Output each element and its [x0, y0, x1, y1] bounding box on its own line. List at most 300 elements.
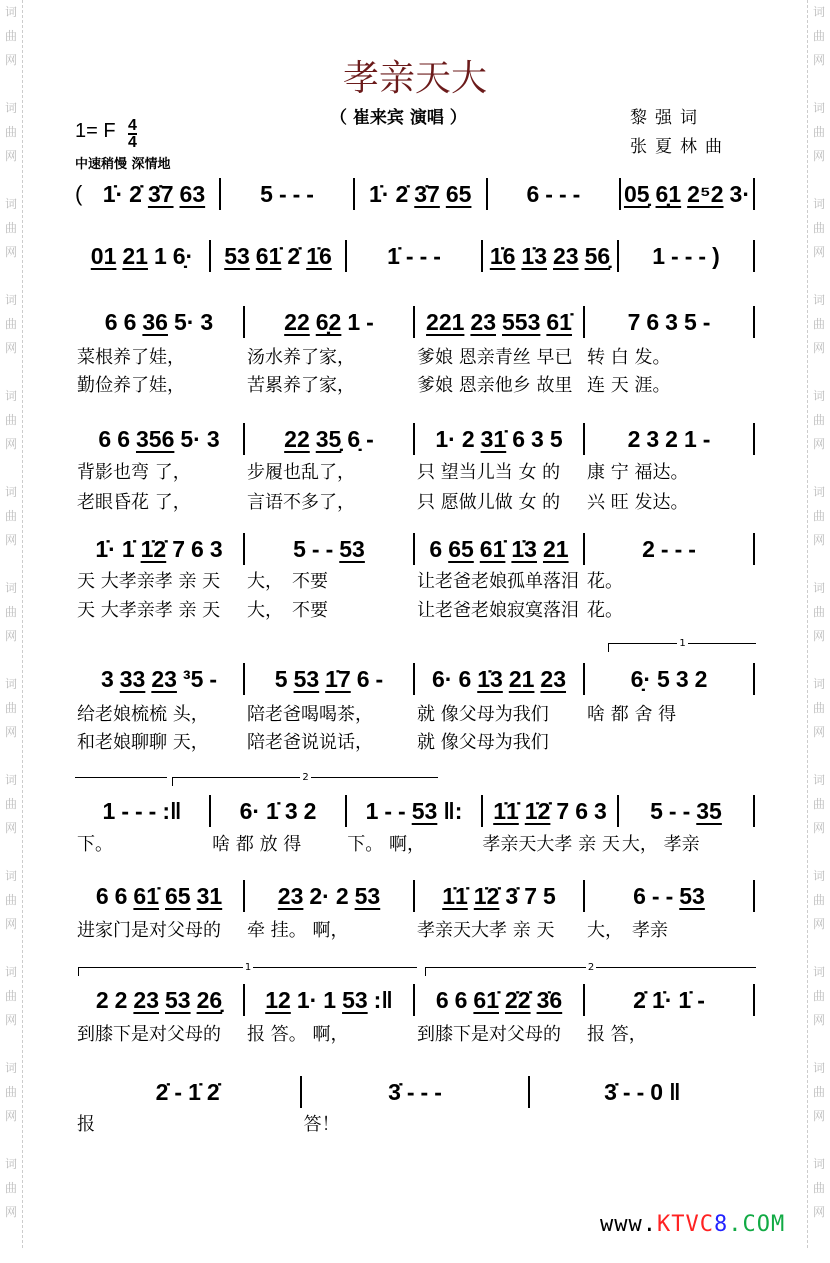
note: 3· — [729, 181, 750, 207]
note: 3̇ — [388, 1079, 401, 1105]
time-signature — [128, 118, 137, 150]
note: 2 — [694, 666, 708, 692]
lyric-segment — [528, 1110, 755, 1136]
note: 3̇ — [604, 1079, 617, 1105]
lyric-segment: 背影也弯 了， — [77, 462, 191, 483]
lyric-segment: 啥 都 舍 得 — [587, 704, 677, 725]
note: 53 — [224, 243, 250, 269]
lyrics-verse-1 — [75, 343, 755, 369]
note: 23 — [553, 243, 579, 269]
measure — [221, 178, 354, 210]
lyric-segment: 菜根养了娃， — [77, 347, 185, 368]
measure — [585, 663, 755, 695]
lyric-segment: 给老娘梳梳 头， — [77, 704, 209, 725]
measure — [75, 1076, 302, 1108]
note: 3̇7 — [414, 181, 440, 207]
measure — [483, 240, 619, 272]
notation-line — [75, 178, 755, 210]
lyric-segment: 天 大孝亲孝 亲 天 — [77, 600, 221, 621]
measure — [88, 178, 221, 210]
note: 36 — [142, 309, 168, 335]
measure — [75, 240, 211, 272]
note: 3̇7 — [147, 181, 174, 207]
note: 1̇· — [369, 181, 390, 207]
note: 33 — [119, 666, 146, 692]
measure — [619, 240, 755, 272]
note: - — [209, 666, 218, 692]
note: 1̇6 — [489, 243, 516, 269]
note: 1̇3 — [477, 666, 503, 692]
note: 6 — [646, 309, 660, 335]
lyric-segment: 花。 — [587, 571, 623, 592]
note: 3 — [593, 798, 607, 824]
logo-c: C — [699, 1212, 714, 1237]
lyric-segment: 陪老爸说说话， — [247, 732, 373, 753]
note: 21 — [122, 243, 148, 269]
note: - — [682, 798, 691, 824]
note: 2̇ — [155, 1079, 169, 1105]
lyric-segment: 孝亲天大孝 亲 天 — [482, 834, 620, 855]
lyrics-verse-1 — [75, 916, 755, 942]
lyric-segment: 报 答， — [587, 1024, 647, 1045]
note: 53 — [679, 883, 705, 909]
lyric-segment: 就 像父母为我们 — [417, 732, 549, 753]
note: 6 — [526, 181, 540, 207]
note: 53 — [339, 536, 365, 562]
note: 65 — [448, 536, 474, 562]
notation-line — [75, 1076, 755, 1108]
note: 6̣2 — [315, 309, 342, 335]
note: - — [636, 1079, 645, 1105]
note: - — [406, 1079, 415, 1105]
note: 6 — [458, 666, 472, 692]
note: 61̇ — [473, 987, 499, 1013]
note: 61̇ — [479, 536, 506, 562]
lyric-segment: 报 答。 啊， — [247, 1024, 349, 1045]
note: 6 — [98, 426, 112, 452]
note: - — [325, 536, 334, 562]
notation-line — [75, 423, 755, 455]
note: - — [434, 1079, 442, 1105]
note: 3 — [646, 426, 660, 452]
note: 5· — [180, 426, 201, 452]
time-bottom: 4 — [128, 134, 137, 151]
lyrics-verse-2 — [75, 596, 755, 622]
note: 3 — [100, 666, 114, 692]
note: 1̇ — [188, 1079, 201, 1105]
note: 1̇1̇ — [442, 883, 468, 909]
note: - — [375, 666, 384, 692]
note: 6 — [114, 883, 128, 909]
note: 6̣· — [172, 243, 194, 269]
measure — [530, 1076, 755, 1108]
note: 21 — [508, 666, 535, 692]
lyric-segment: 兴 旺 发达。 — [587, 492, 689, 513]
note: 53 — [165, 987, 191, 1013]
note: 2 — [627, 426, 641, 452]
lyric-segment: 报 — [77, 1114, 95, 1135]
note: 7 — [172, 536, 186, 562]
note: - — [702, 309, 711, 335]
note: 5 — [293, 536, 306, 562]
lyricist: 黎强词 — [630, 108, 705, 128]
measure — [75, 795, 211, 827]
note: 65 — [445, 181, 472, 207]
volta-label: 2 — [587, 962, 595, 973]
note: - — [572, 181, 581, 207]
note: 2̇ — [129, 181, 142, 207]
note: - — [545, 181, 553, 207]
note: 2⁵2 — [687, 181, 724, 207]
note: 1 — [365, 798, 379, 824]
measure — [211, 795, 347, 827]
note: 1̇ — [121, 536, 135, 562]
note: 7 — [627, 309, 641, 335]
note: 23 — [133, 987, 159, 1013]
note: 3̇6 — [536, 987, 563, 1013]
lyric-segment — [585, 728, 755, 754]
note: - — [665, 883, 674, 909]
note: 1· — [435, 426, 456, 452]
note: - — [419, 243, 428, 269]
note: 221 — [426, 309, 465, 335]
note: 5 — [260, 181, 273, 207]
note: - — [660, 536, 669, 562]
notation-line — [75, 533, 755, 565]
note: - — [671, 243, 679, 269]
lyric-segment: 天 大孝亲孝 亲 天 — [77, 571, 221, 592]
lyric-segment: 大， 不要 — [247, 571, 328, 592]
lyric-segment: 和老娘聊聊 天， — [77, 732, 209, 753]
measure — [585, 306, 755, 338]
lyric-segment: 孝亲天大孝 亲 天 — [417, 920, 555, 941]
measure — [75, 423, 245, 455]
note: - — [292, 181, 301, 207]
note: 53 — [293, 666, 320, 692]
note: 6̣ — [347, 426, 361, 452]
notation-line — [75, 880, 755, 912]
measure — [619, 795, 755, 827]
note: 0 — [650, 1079, 664, 1105]
note: 6· — [239, 798, 261, 824]
note: 2 — [665, 426, 678, 452]
lyric-segment: 汤水养了家， — [247, 347, 355, 368]
lyric-segment: 花。 — [587, 600, 623, 621]
note: 5 — [542, 883, 556, 909]
watermark-right: 词 曲 网 词 曲 网 词 曲 网 词 曲 网 词 曲 网 词 曲 网 词 曲 网 词 曲 网 词 曲 网 词 曲 网 词 曲 网 词 曲 网 词 曲 网 — [807, 0, 830, 1248]
note: 6 — [356, 666, 370, 692]
note: - — [135, 798, 143, 824]
note: 2· — [309, 883, 330, 909]
note: ‖: — [443, 798, 463, 824]
lyrics-verse-1 — [75, 700, 755, 726]
measure — [75, 880, 245, 912]
note: - — [558, 181, 567, 207]
note: - — [306, 181, 314, 207]
note: 1̇1̇ — [493, 798, 519, 824]
tempo-marking: 中速稍慢 深情地 — [75, 157, 171, 172]
note: ) — [712, 243, 720, 269]
note: 56̣ — [584, 243, 611, 269]
note: - — [651, 883, 660, 909]
note: 1̇2̇ — [473, 883, 500, 909]
lyric-segment: 勤俭养了娃， — [77, 375, 185, 396]
note: 6 — [95, 883, 109, 909]
lyrics-verse-1 — [75, 830, 755, 856]
logo-com: .COM — [728, 1212, 786, 1237]
note: 31 — [196, 883, 223, 909]
note: 356 — [135, 426, 175, 452]
note: 5 — [657, 666, 670, 692]
note: 2̇ — [633, 987, 646, 1013]
note: 3 — [200, 309, 214, 335]
lyrics-verse-1 — [75, 1110, 755, 1136]
note: - — [668, 798, 677, 824]
measure — [585, 880, 755, 912]
measure — [621, 178, 755, 210]
volta-1 — [608, 638, 756, 652]
lyrics-verse-2 — [75, 488, 755, 514]
lyric-segment: 让老爸老娘孤单落泪 — [417, 571, 579, 592]
note: 63 — [179, 181, 206, 207]
note: 22 — [284, 426, 310, 452]
lyric-segment: 只 望当儿当 女 的 — [417, 462, 561, 483]
note: 6 — [575, 798, 588, 824]
lyrics-verse-1 — [75, 1020, 755, 1046]
lyric-segment: 苦累养了家， — [247, 375, 355, 396]
measure — [347, 795, 483, 827]
volta-2 — [425, 962, 756, 976]
note: - — [311, 536, 320, 562]
measure — [415, 880, 585, 912]
lyric-segment: 转 白 发。 — [587, 347, 671, 368]
note: 2̇ — [395, 181, 409, 207]
note: 1̇· — [651, 987, 673, 1013]
note: - — [148, 798, 157, 824]
note: ³5 — [182, 666, 204, 692]
note: 3̇ — [505, 883, 519, 909]
note: 2 — [461, 426, 475, 452]
note: 1 — [652, 243, 666, 269]
volta-1 — [78, 962, 417, 976]
note: 1̇ — [387, 243, 400, 269]
note: - — [384, 798, 393, 824]
note: 2 — [335, 883, 349, 909]
measure — [245, 663, 415, 695]
lyric-segment: 老眼昏花 了， — [77, 492, 191, 513]
note: 1̇3 — [511, 536, 537, 562]
lyric-segment: 大， 孝亲 — [587, 920, 668, 941]
measure — [415, 306, 585, 338]
measure — [415, 423, 585, 455]
note: 1̇3 — [521, 243, 547, 269]
note: 1 — [323, 987, 337, 1013]
note: :‖ — [162, 798, 182, 824]
measure — [415, 533, 585, 565]
measure — [415, 663, 585, 695]
note: 1̇2̇ — [140, 536, 167, 562]
composer: 张夏林曲 — [630, 137, 730, 157]
note: 21 — [542, 536, 569, 562]
measure — [75, 984, 245, 1016]
measure — [75, 533, 245, 565]
note: 53 — [354, 883, 381, 909]
note: 6 — [429, 536, 443, 562]
lyric-segment: 牵 挂。 啊， — [247, 920, 349, 941]
measure — [245, 984, 415, 1016]
note: - — [684, 243, 693, 269]
note: 61̇ — [546, 309, 572, 335]
paren-open: ( — [75, 181, 83, 206]
measure — [75, 306, 245, 338]
note: 23 — [277, 883, 304, 909]
note: 65 — [165, 883, 191, 909]
note: 6 — [454, 987, 468, 1013]
note: 3 — [675, 666, 689, 692]
measure — [488, 178, 621, 210]
lyric-segment: 爹娘 恩亲青丝 早已 — [417, 347, 573, 368]
notation-line — [75, 984, 755, 1016]
measure — [211, 240, 347, 272]
note: 1̇7 — [325, 666, 351, 692]
note: :‖ — [373, 987, 393, 1013]
note: 1 — [153, 243, 167, 269]
note: 6̣· — [630, 666, 652, 692]
lyric-segment: 爹娘 恩亲他乡 故里 — [417, 375, 573, 396]
note: 6 — [633, 883, 646, 909]
note: - — [405, 243, 414, 269]
lyric-segment: 下。 啊， — [347, 834, 426, 855]
time-top: 4 — [128, 117, 137, 134]
note: - — [366, 309, 374, 335]
note: 1· — [296, 987, 318, 1013]
measure — [483, 795, 619, 827]
note: 6 — [191, 536, 204, 562]
note: 31̇ — [480, 426, 507, 452]
lyric-segment: 步履也乱了， — [247, 462, 355, 483]
measure — [585, 533, 755, 565]
note: - — [398, 798, 406, 824]
lyric-segment: 进家门是对父母的 — [77, 920, 221, 941]
note: 2 — [114, 987, 128, 1013]
note: 5· — [173, 309, 195, 335]
note: 22 — [284, 309, 310, 335]
note: 23 — [540, 666, 567, 692]
note: 553 — [502, 309, 541, 335]
measure — [415, 984, 585, 1016]
measure — [302, 1076, 529, 1108]
notation-line — [75, 795, 755, 827]
note: - — [121, 798, 129, 824]
lyric-segment: 康 宁 福达。 — [587, 462, 689, 483]
logo-ktv: KTV — [656, 1212, 700, 1237]
note: 61̇ — [133, 883, 159, 909]
note: 2̇2̇ — [505, 987, 531, 1013]
volta-label: 1 — [679, 638, 686, 649]
note: 6· — [431, 666, 453, 692]
note: - — [688, 536, 696, 562]
measure — [75, 663, 245, 695]
note: 01 — [90, 243, 117, 269]
note: 1̇2̇ — [524, 798, 551, 824]
note: 6 — [512, 426, 526, 452]
volta-1-end — [75, 777, 167, 786]
note: 1 — [102, 798, 116, 824]
note: 2̇ — [287, 243, 301, 269]
lyric-segment: 陪老爸喝喝茶， — [247, 704, 373, 725]
note: ‖ — [669, 1079, 681, 1105]
lyric-segment: 到膝下是对父母的 — [77, 1024, 221, 1045]
notation-line — [75, 306, 755, 338]
note: 26̣ — [196, 987, 223, 1013]
note: 3 — [206, 426, 220, 452]
note: 35̣ — [315, 426, 342, 452]
note: 2̇ — [206, 1079, 220, 1105]
lyric-segment: 就 像父母为我们 — [417, 704, 549, 725]
lyrics-verse-1 — [75, 458, 755, 484]
note: 35 — [696, 798, 722, 824]
note: 3 — [209, 536, 223, 562]
measure — [585, 984, 755, 1016]
lyric-segment: 大， 不要 — [247, 600, 328, 621]
note: 2 — [95, 987, 109, 1013]
note: 5 — [683, 309, 697, 335]
singer: （ 崔来宾 演唱 ） — [330, 108, 467, 128]
note: 5 — [549, 426, 563, 452]
note: - — [366, 426, 374, 452]
note: - — [702, 426, 711, 452]
volta-label: 2 — [302, 772, 309, 783]
measure — [347, 240, 483, 272]
measure — [585, 423, 755, 455]
note: 1 — [683, 426, 697, 452]
volta-2 — [172, 772, 438, 786]
note: 3 — [665, 309, 678, 335]
note: - — [174, 1079, 183, 1105]
note: 23 — [470, 309, 496, 335]
lyric-segment: 言语不多了， — [247, 492, 355, 513]
measure — [245, 423, 415, 455]
measure — [245, 533, 415, 565]
lyric-segment: 到膝下是对父母的 — [417, 1024, 561, 1045]
lyric-segment: 啥 都 放 得 — [212, 834, 302, 855]
lyrics-verse-2 — [75, 371, 755, 397]
note: 6 — [104, 309, 118, 335]
note: 6 — [123, 309, 137, 335]
logo-www: www. — [600, 1212, 657, 1237]
note: 2 — [303, 798, 317, 824]
note: - — [622, 1079, 631, 1105]
note: 3 — [284, 798, 298, 824]
note: 7 — [556, 798, 570, 824]
site-logo — [600, 1212, 785, 1237]
watermark-left: 词 曲 网 词 曲 网 词 曲 网 词 曲 网 词 曲 网 词 曲 网 词 曲 网 词 曲 网 词 曲 网 词 曲 网 词 曲 网 词 曲 网 词 曲 网 — [0, 0, 23, 1248]
lyric-segment: 只 愿做儿做 女 的 — [417, 492, 561, 513]
lyric-segment: 答！ — [303, 1114, 340, 1135]
note: 2 — [642, 536, 655, 562]
song-title: 孝亲天大 — [342, 58, 487, 99]
note: 1̇· — [95, 536, 116, 562]
note: 3 — [531, 426, 544, 452]
note: 05̣ — [623, 181, 650, 207]
measure — [355, 178, 488, 210]
note: 5 — [650, 798, 663, 824]
note: - — [433, 243, 441, 269]
note: 1̇6 — [306, 243, 332, 269]
notation-line — [75, 240, 755, 272]
note: - — [697, 987, 705, 1013]
note: - — [420, 1079, 429, 1105]
